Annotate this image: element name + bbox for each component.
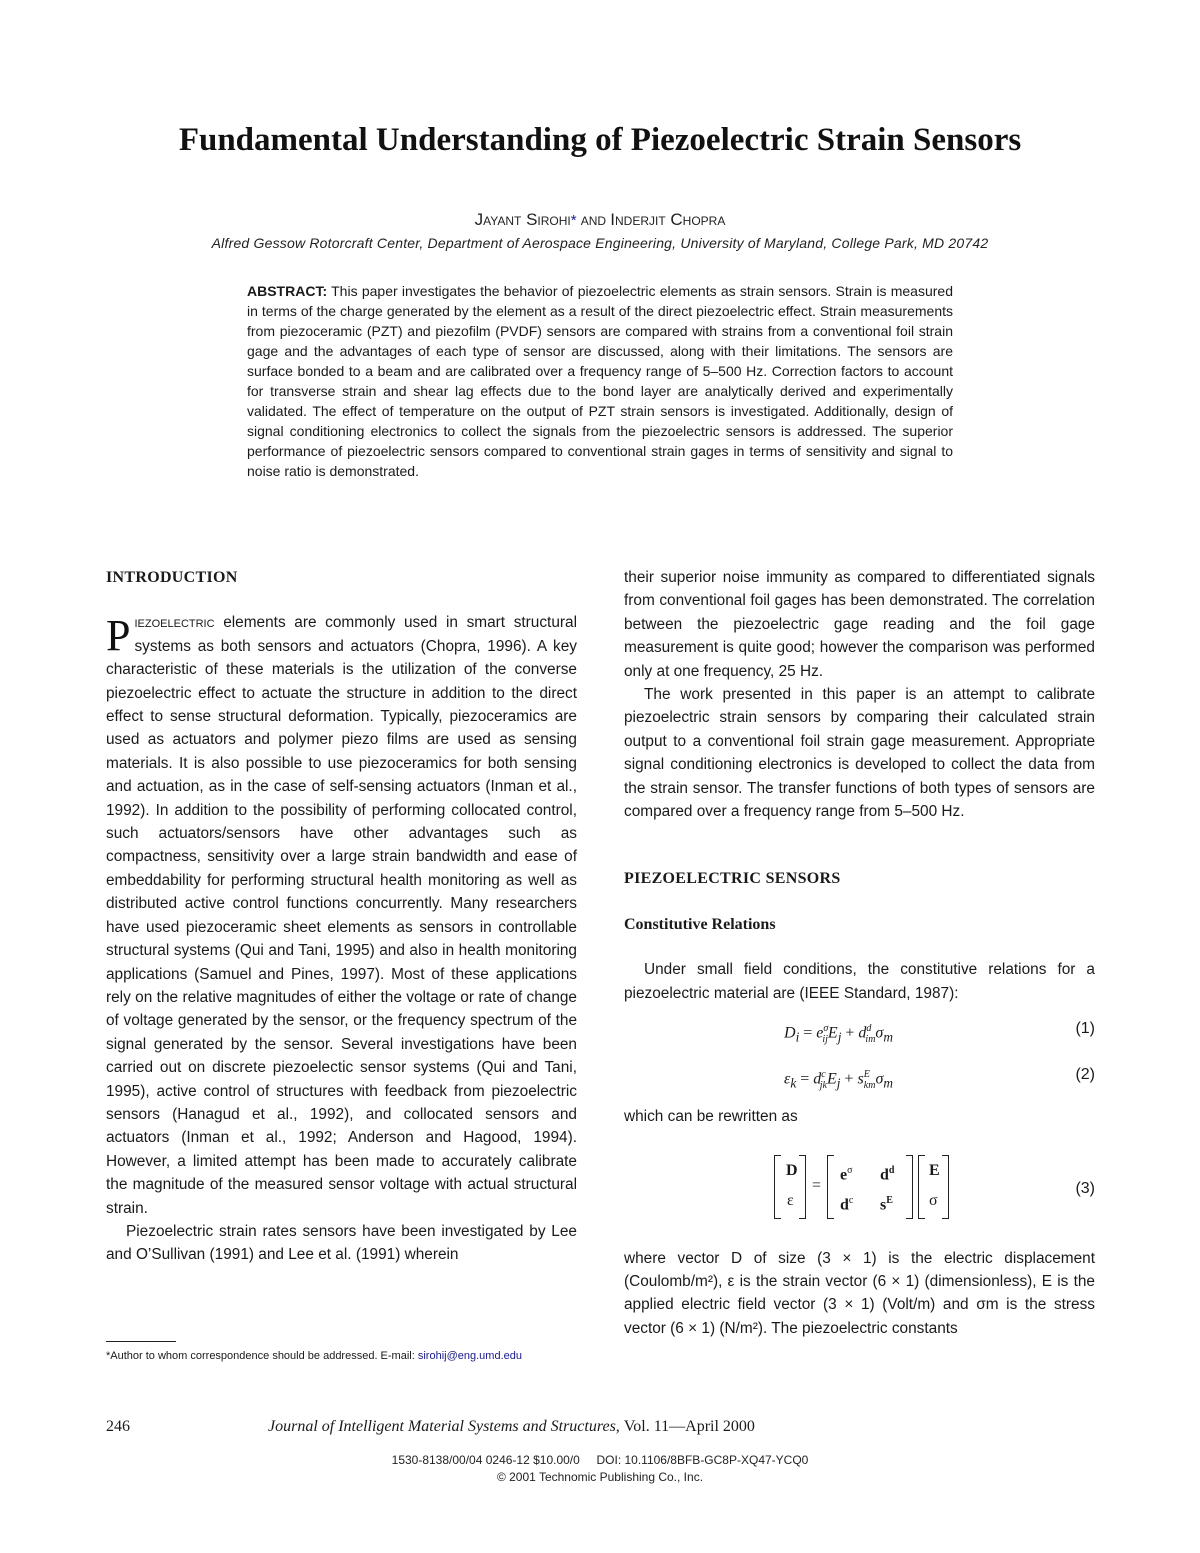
equation-1 [624,1005,1095,1051]
section-heading: INTRODUCTION [106,569,238,586]
author-conjunction: and [580,210,607,229]
doi-line: 1530-8138/00/04 0246-12 $10.00/0 DOI: 10.1106/8BFB-GC8P-XQ47-YCQ0 [391,1453,809,1467]
equation-body: $\varepsilon_k = d^c_{jk}E_j + s^E_{km}\sigma_m$ [784,1069,893,1091]
author-name: Inderjit Chopra [610,210,726,229]
paragraph: which can be rewritten as [624,1108,798,1126]
affiliation: Alfred Gessow Rotorcraft Center, Department of Aerospace Engineering, University of Maryland, College Park, MD 20742 [211,235,989,251]
equation-number: (2) [1075,1066,1095,1084]
paragraph: Piezoelectric strain rates sensors have been investigated by Lee and O’Sullivan (1991) and Lee et al. (1991) wherein [106,1222,577,1264]
right-column [624,566,1095,1340]
page-number: 246 [106,1418,130,1435]
author-line [0,210,1200,230]
equation-body: $D_i = e^\sigma_{ij}E_j + d^d_{im}\sigma_m$ [784,1023,893,1045]
journal-citation [268,1418,755,1436]
paragraph: Under small field conditions, the constitutive relations for a piezoelectric material are (IEEE Standard, 1987): [624,961,1095,1002]
journal-name: Journal of Intelligent Material Systems and Structures, [268,1418,620,1435]
paragraph: where vector D of size (3 × 1) is the electric displacement (Coulomb/m²), ε is the strain vector (6 × 1) (dimensionless), E is the applied electric field vector (3 × 1) (Volt/m) and σm is the stress vector (6 × 1) (N/m²). The piezoelectric constants [624,1249,1095,1337]
paragraph-text: elements are commonly used in smart structural systems as both sensors and actuators (Chopra, 1996). A key characteristic of these materials is the utilization of the converse piezoelectric effect to actuate the structure in addition to the direct effect to sense structural deformation. Typically, piezoceramics are used as actuators and polymer piezo films are used as sensing materials. It is also possible to use piezoceramics for both sensing and actuation, as in the case of self-sensing actuators (Inman et al., 1992). In addition to the possibility of performing collocated control, such actuators/sensors have other advantages such as compactness, sensitivity over a large strain bandwidth and ease of embeddability for performing structural health monitoring as well as distributed active control functions concurrently. Many researchers have used piezoceramic sheet elements as sensors in controllable structural systems (Qui and Tani, 1995) and also in health monitoring applications (Samuel and Pines, 1997). Most of these applications rely on the relative magnitudes of either the voltage or rate of change of voltage generated by the sensor, or the frequency spectrum of the signal generated by the sensor. Several investigations have been carried out on discrete piezoelectic sensor systems (Qui and Tani, 1995), active control of structures with feedback from piezoelectric sensors (Hanagud et al., 1992), and collocated sensors and actuators (Inman et al., 1992; Anderson and Hagood, 1994). However, a limited attempt has been made to accurately calibrate the magnitude of the measured sensor voltage with actual structural strain. [106,614,577,1217]
equation-3: D ε = $e^\sigma$ $d^d$ $d^c$ $s^E$ E σ (3) [624,1147,1095,1231]
footnote [106,1348,577,1364]
email-link[interactable]: sirohij@eng.umd.edu [417,1350,522,1362]
intro-paragraph [106,611,577,1220]
abstract [247,281,953,481]
copyright: © 2001 Technomic Publishing Co., Inc. [496,1470,704,1484]
subsection-heading: Constitutive Relations [624,915,776,933]
equation-number: (1) [1075,1020,1095,1038]
left-column [106,566,577,1267]
paper-title: Fundamental Understanding of Piezoelectric Strain Sensors [178,122,1022,158]
section-heading: PIEZOELECTRIC SENSORS [624,870,841,888]
footnote-rule [106,1341,176,1342]
author-name: Jayant Sirohi [474,210,571,229]
paragraph: their superior noise immunity as compared to differentiated signals from conventional foil gages has been demonstrated. The correlation between the piezoelectric gage reading and the foil gage measurement is quite good; however the comparison was performed only at one frequency, 25 Hz. [624,569,1095,680]
equation-2 [624,1051,1095,1097]
lead-word: iezoelectric [134,614,215,632]
journal-volume: Vol. 11—April 2000 [623,1418,755,1435]
correspondence-mark[interactable]: * [570,212,577,229]
footnote-text: *Author to whom correspondence should be addressed. E-mail: [106,1350,415,1362]
abstract-text: This paper investigates the behavior of piezoelectric elements as strain sensors. Strain is measured in terms of the charge generated by the element as a result of the direct piezoelectric effect. Strain measurements from piezoceramic (PZT) and piezofilm (PVDF) sensors are compared with strains from a conventional foil strain gage and the advantages of each type of sensor are discussed, along with their limitations. The sensors are surface bonded to a beam and are calibrated over a frequency range of 5–500 Hz. Correction factors to account for transverse strain and shear lag effects due to the bond layer are analytically derived and experimentally validated. The effect of temperature on the output of PZT strain sensors is investigated. Additionally, design of signal conditioning electronics to collect the signals from the piezoelectric sensors is addressed. The superior performance of piezoelectric sensors compared to conventional strain gages in terms of sensitivity and signal to noise ratio is demonstrated. [247,283,953,479]
paragraph: The work presented in this paper is an attempt to calibrate piezoelectric strain sensors by comparing their calculated strain output to a conventional foil strain gage measurement. Appropriate signal conditioning electronics is developed to collect the data from the strain sensor. The transfer functions of both types of sensors are compared over a frequency range from 5–500 Hz. [624,686,1095,821]
drop-cap: P [106,611,131,661]
abstract-label: ABSTRACT: [247,283,328,299]
equation-number: (3) [1075,1179,1095,1197]
